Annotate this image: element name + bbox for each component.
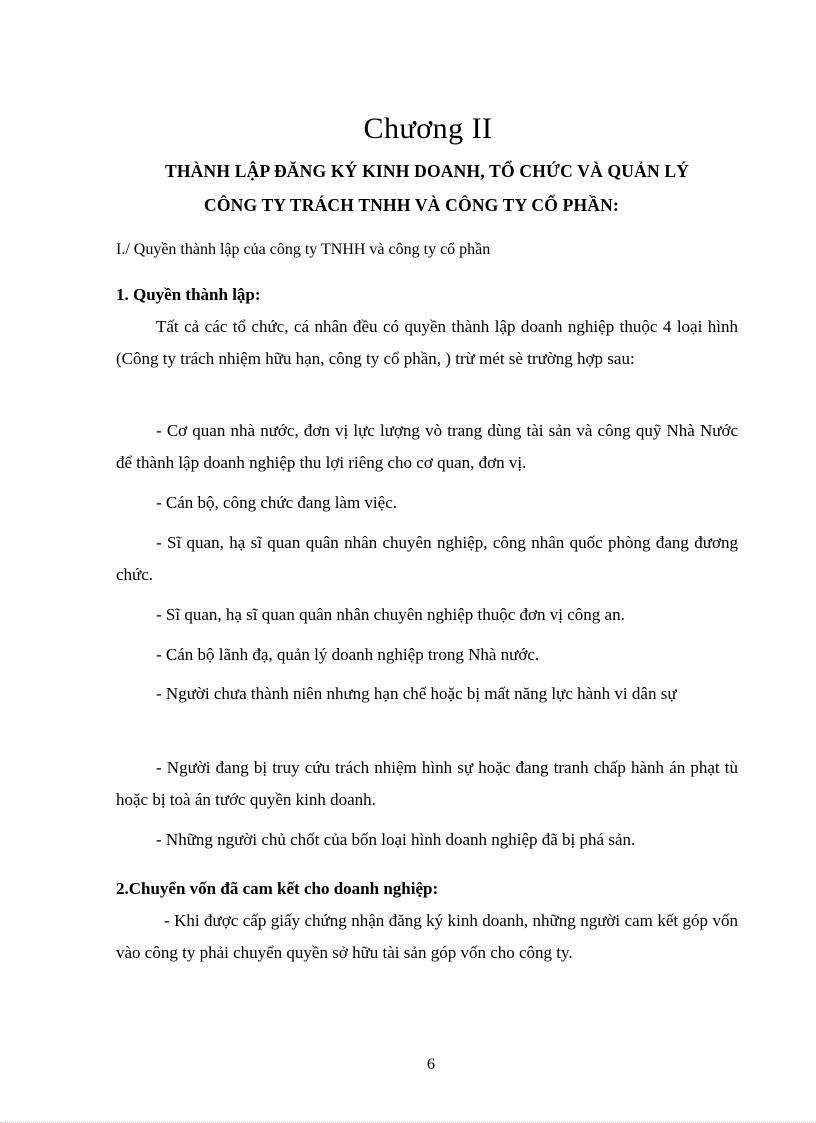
bullet-item-5: - Cán bộ lãnh đạ, quản lý doanh nghiệp trong Nhà nước. <box>156 645 540 664</box>
bullet-item-3: - Sĩ quan, hạ sĩ quan quân nhân chuyên nghiệp, công nhân quốc phòng đang đương chức. <box>116 533 738 584</box>
page-number: 6 <box>427 1056 435 1073</box>
document-title-line-1: THÀNH LẬP ĐĂNG KÝ KINH DOANH, TỔ CHỨC VÀ QUẢN LÝ <box>165 161 690 181</box>
bullet-item-1: - Cơ quan nhà nước, đơn vị lực lượng vò trang dùng tài sản và công quỹ Nhà Nước để thành lập doanh nghiệp thu lợi riêng cho cơ quan, đơn vị. <box>116 421 738 472</box>
subsection-1-heading: 1. Quyền thành lập: <box>116 285 261 304</box>
document-title-line-2: CÔNG TY TRÁCH TNHH VÀ CÔNG TY CỔ PHẦN: <box>204 195 620 215</box>
bullet-item-6: - Người chưa thành niên nhưng hạn chế hoặc bị mất năng lực hành vi dân sự <box>156 684 677 703</box>
bullet-item-8: - Những người chủ chốt của bốn loại hình doanh nghiệp đã bị phá sản. <box>156 830 636 849</box>
bullet-item-4: - Sĩ quan, hạ sĩ quan quân nhân chuyên nghiệp thuộc đơn vị công an. <box>156 605 625 624</box>
chapter-title: Chương II <box>363 112 493 145</box>
subsection-2-heading: 2.Chuyển vốn đã cam kết cho doanh nghiệp: <box>116 879 439 898</box>
bullet-item-7: - Người đang bị truy cứu trách nhiệm hình sự hoặc đang tranh chấp hành án phạt tù hoặc bị toà án tước quyền kinh doanh. <box>116 758 738 809</box>
intro-paragraph: Tất cả các tổ chức, cá nhân đều có quyền thành lập doanh nghiệp thuộc 4 loại hình (Công ty trách nhiệm hữu hạn, công ty cổ phần, ) trừ mét sè trường hợp sau: <box>116 317 738 368</box>
section-heading: I./ Quyền thành lập của công ty TNHH và công ty cổ phần <box>116 241 491 258</box>
subsection-2-paragraph: - Khi được cấp giấy chứng nhận đăng ký kinh doanh, những người cam kết góp vốn vào công ty phải chuyển quyền sở hữu tài sản góp vốn cho công ty. <box>116 911 738 962</box>
bullet-item-2: - Cán bộ, công chức đang làm việc. <box>156 493 397 512</box>
